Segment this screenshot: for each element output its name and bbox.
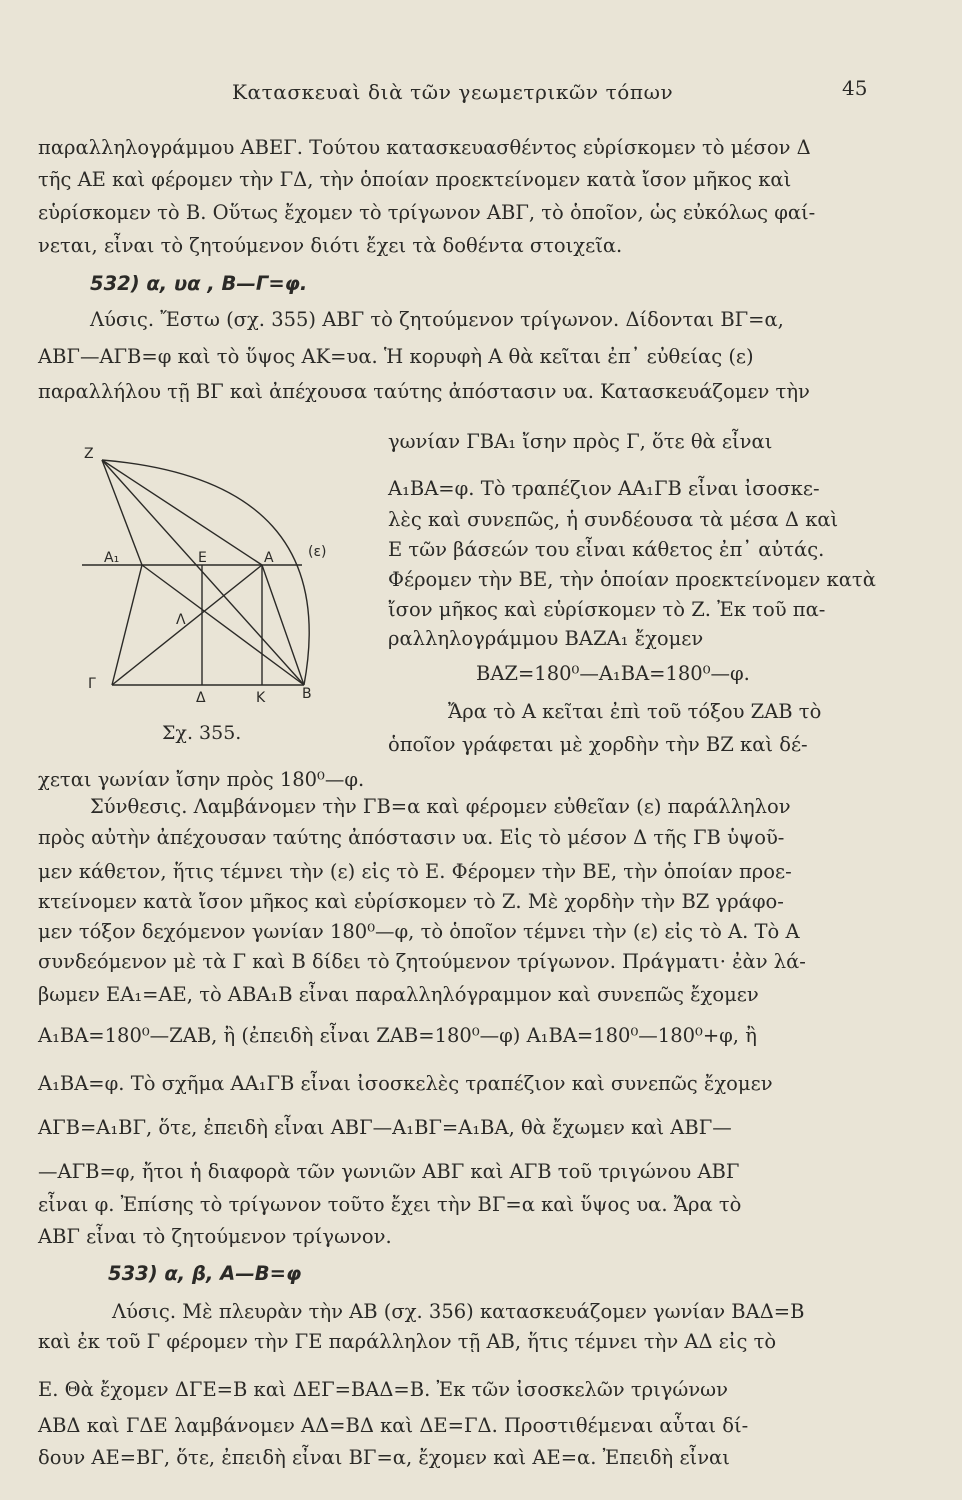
label-Delta: Δ (196, 690, 206, 706)
text-line: χεται γωνίαν ἴσην πρὸς 180⁰—φ. (38, 768, 365, 791)
label-epsilon: (ε) (308, 544, 327, 560)
text-line: Λύσις. Ἔστω (σχ. 355) ΑΒΓ τὸ ζητούμενον τρίγωνον. Δίδονται ΒΓ=α, (90, 308, 784, 331)
text-line: δουν ΑΕ=ΒΓ, ὅτε, ἐπειδὴ εἶναι ΒΓ=α, ἔχομεν καὶ ΑΕ=α. Ἐπειδὴ εἶναι (38, 1446, 730, 1469)
text-line: κτείνομεν κατὰ ἴσον μῆκος καὶ εὑρίσκομεν τὸ Ζ. Μὲ χορδὴν τὴν ΒΖ γράφο- (38, 890, 784, 913)
text-line: εὑρίσκομεν τὸ Β. Οὕτως ἔχομεν τὸ τρίγωνον ΑΒΓ, τὸ ὁποῖον, ὡς εὐκόλως φαί- (38, 201, 816, 224)
label-B: Β (302, 686, 312, 702)
text-line: εἶναι φ. Ἐπίσης τὸ τρίγωνον τοῦτο ἔχει τὴν ΒΓ=α καὶ ὕψος υα. Ἄρα τὸ (38, 1193, 742, 1216)
text-line: Α₁ΒΑ=φ. Τὸ σχῆμα ΑΑ₁ΓΒ εἶναι ἰσοσκελὲς τραπέζιον καὶ συνεπῶς ἔχομεν (38, 1072, 773, 1095)
label-Z: Ζ (84, 446, 94, 462)
text-line: Ἄρα τὸ Α κεῖται ἐπὶ τοῦ τόξου ΖΑΒ τὸ (448, 700, 822, 723)
text-line: καὶ ἐκ τοῦ Γ φέρομεν τὴν ΓΕ παράλληλον τῇ ΑΒ, ἥτις τέμνει τὴν ΑΔ εἰς τὸ (38, 1330, 777, 1353)
text-line: ραλληλογράμμου ΒΑΖΑ₁ ἔχομεν (388, 627, 704, 650)
problem-heading-532: 532) α, υα , Β—Γ=φ. (90, 272, 308, 295)
text-line: νεται, εἶναι τὸ ζητούμενον διότι ἔχει τὰ δοθέντα στοιχεῖα. (38, 234, 623, 257)
geometry-figure-355 (82, 440, 372, 760)
label-A: Α (264, 550, 274, 566)
page-number: 45 (842, 76, 868, 100)
label-A1: Α₁ (104, 550, 120, 566)
running-header: Κατασκευαὶ διὰ τῶν γεωμετρικῶν τόπων (232, 80, 674, 104)
text-line: πρὸς αὐτὴν ἀπέχουσαν ταύτης ἀπόστασιν υα. Εἰς τὸ μέσον Δ τῆς ΓΒ ὑψοῦ- (38, 826, 785, 849)
text-line: ΑΓΒ=Α₁ΒΓ, ὅτε, ἐπειδὴ εἶναι ΑΒΓ—Α₁ΒΓ=Α₁ΒΑ, θὰ ἔχωμεν καὶ ΑΒΓ— (38, 1116, 732, 1139)
figure-caption: Σχ. 355. (162, 722, 242, 744)
text-line: λὲς καὶ συνεπῶς, ἡ συνδέουσα τὰ μέσα Δ καὶ (388, 508, 839, 531)
text-line: γωνίαν ΓΒΑ₁ ἴσην πρὸς Γ, ὅτε θὰ εἶναι (388, 430, 773, 453)
problem-heading-533: 533) α, β, Α—Β=φ (108, 1262, 302, 1285)
text-line: ΑΒΔ καὶ ΓΔΕ λαμβάνομεν ΑΔ=ΒΔ καὶ ΔΕ=ΓΔ. Προστιθέμεναι αὗται δί- (38, 1414, 749, 1437)
text-line: ὁποῖον γράφεται μὲ χορδὴν τὴν ΒΖ καὶ δέ- (388, 733, 808, 756)
text-line: μεν τόξον δεχόμενον γωνίαν 180⁰—φ, τὸ ὁποῖον τέμνει τὴν (ε) εἰς τὸ Α. Τὸ Α (38, 920, 800, 943)
label-Lambda: Λ (176, 612, 186, 628)
text-line: Ε τῶν βάσεών του εἶναι κάθετος ἐπ᾽ αὐτάς. (388, 538, 825, 561)
text-line: παραλλήλου τῇ ΒΓ καὶ ἀπέχουσα ταύτης ἀπόστασιν υα. Κατασκευάζομεν τὴν (38, 380, 810, 403)
text-line: Σύνθεσις. Λαμβάνομεν τὴν ΓΒ=α καὶ φέρομεν εὐθεῖαν (ε) παράλληλον (90, 795, 791, 818)
text-line: Φέρομεν τὴν ΒΕ, τὴν ὁποίαν προεκτείνομεν κατὰ (388, 568, 876, 591)
label-K: Κ (256, 690, 266, 706)
text-line: ΑΒΓ εἶναι τὸ ζητούμενον τρίγωνον. (38, 1225, 392, 1248)
text-line: μεν κάθετον, ἥτις τέμνει τὴν (ε) εἰς τὸ Ε. Φέρομεν τὴν ΒΕ, τὴν ὁποίαν προε- (38, 860, 792, 883)
label-Gamma: Γ (88, 676, 96, 692)
text-line: ἴσον μῆκος καὶ εὑρίσκομεν τὸ Ζ. Ἐκ τοῦ πα- (388, 598, 826, 621)
text-line: —ΑΓΒ=φ, ἤτοι ἡ διαφορὰ τῶν γωνιῶν ΑΒΓ καὶ ΑΓΒ τοῦ τριγώνου ΑΒΓ (38, 1160, 740, 1183)
text-line: Α₁ΒΑ=180⁰—ΖΑΒ, ἢ (ἐπειδὴ εἶναι ΖΑΒ=180⁰—φ) Α₁ΒΑ=180⁰—180⁰+φ, ἢ (38, 1024, 757, 1047)
text-line: βωμεν ΕΑ₁=ΑΕ, τὸ ΑΒΑ₁Β εἶναι παραλληλόγραμμον καὶ συνεπῶς ἔχομεν (38, 983, 759, 1006)
text-line: παραλληλογράμμου ΑΒΕΓ. Τούτου κατασκευασθέντος εὑρίσκομεν τὸ μέσον Δ (38, 136, 811, 159)
text-line: συνδεόμενον μὲ τὰ Γ καὶ Β δίδει τὸ ζητούμενον τρίγωνον. Πράγματι· ἐὰν λά- (38, 950, 806, 973)
text-line: Λύσις. Μὲ πλευρὰν τὴν ΑΒ (σχ. 356) κατασκευάζομεν γωνίαν ΒΑΔ=Β (112, 1300, 805, 1323)
text-line: τῆς ΑΕ καὶ φέρομεν τὴν ΓΔ, τὴν ὁποίαν προεκτείνομεν κατὰ ἴσον μῆκος καὶ (38, 168, 792, 191)
text-line: Α₁ΒΑ=φ. Τὸ τραπέζιον ΑΑ₁ΓΒ εἶναι ἰσοσκε- (388, 477, 820, 500)
text-line: Ε. Θὰ ἔχομεν ΔΓΕ=Β καὶ ΔΕΓ=ΒΑΔ=Β. Ἐκ τῶν ἰσοσκελῶν τριγώνων (38, 1378, 728, 1401)
equation-line: ΒΑΖ=180⁰—Α₁ΒΑ=180⁰—φ. (476, 662, 750, 685)
text-line: ΑΒΓ—ΑΓΒ=φ καὶ τὸ ὕψος ΑΚ=υα. Ἡ κορυφὴ Α θὰ κεῖται ἐπ᾽ εὐθείας (ε) (38, 345, 754, 368)
label-E: Ε (198, 550, 207, 566)
